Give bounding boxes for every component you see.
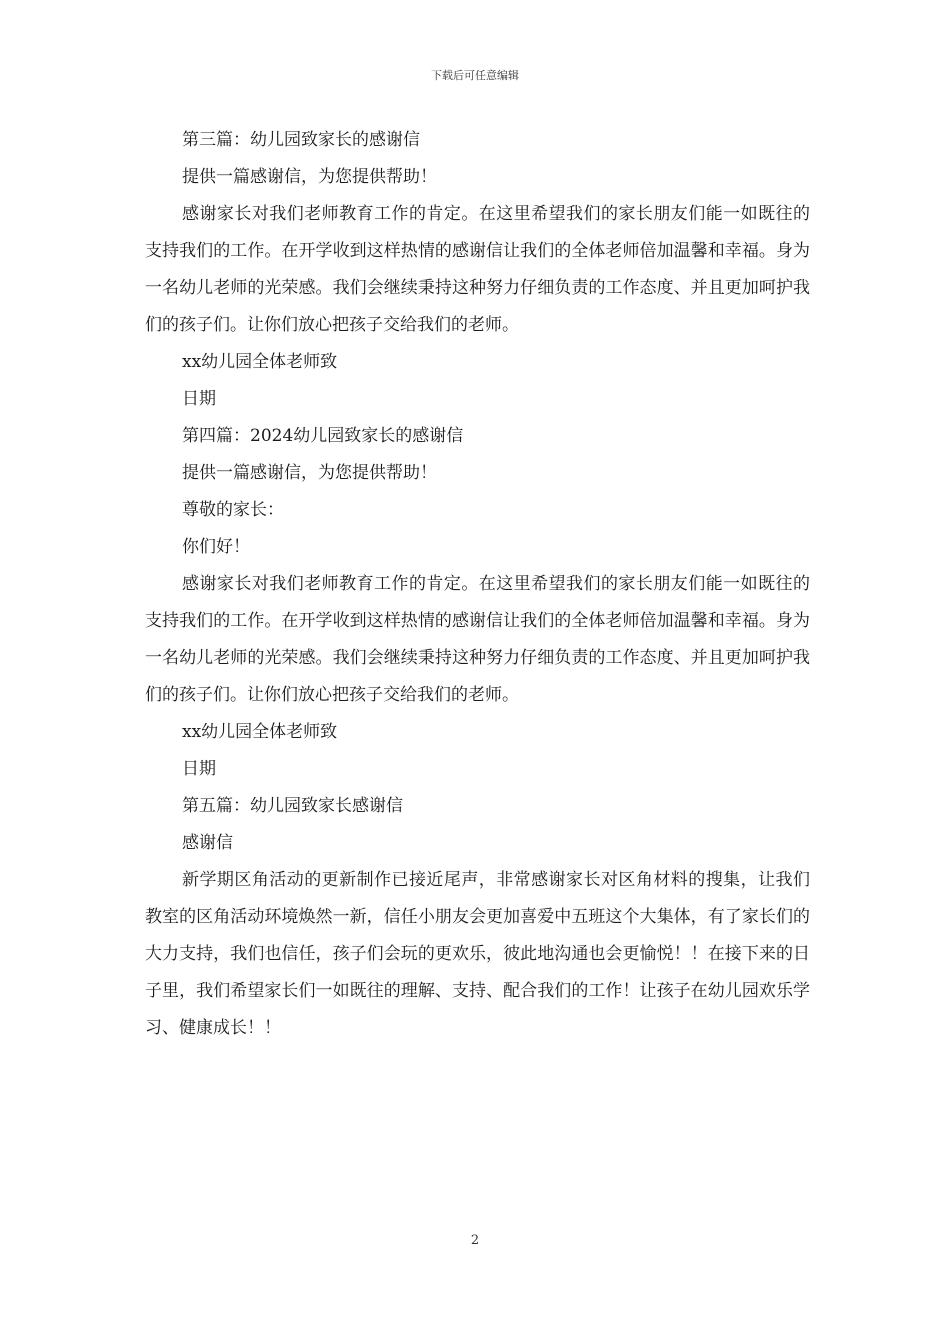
section-4-paragraph: 感谢家长对我们老师教育工作的肯定。在这里希望我们的家长朋友们能一如既往的支持我们的工作。在开学收到这样热情的感谢信让我们的全体老师倍加温馨和幸福。身为一名幼儿老师的光荣感。我们会继续秉持这种努力仔细负责的工作态度、并且更加呵护我们的孩子们。让你们放心把孩子交给我们的老师。 [145,574,810,705]
section-3-date: 日期 [182,389,216,409]
section-4-title: 第四篇：2024幼儿园致家长的感谢信 [182,426,464,446]
page-header: 下载后可任意编辑 [431,69,519,82]
document-body [145,122,810,1047]
section-3-intro: 提供一篇感谢信，为您提供帮助！ [182,167,437,187]
section-5-paragraph: 新学期区角活动的更新制作已接近尾声，非常感谢家长对区角材料的搜集，让我们教室的区角活动环境焕然一新，信任小朋友会更加喜爱中五班这个大集体，有了家长们的大力支持，我们也信任，孩子们会玩的更欢乐，彼此地沟通也会更愉悦！！在接下来的日子里，我们希望家长们一如既往的理解、支持、配合我们的工作！让孩子在幼儿园欢乐学习、健康成长！！ [145,870,810,1038]
section-4-greeting: 尊敬的家长： [182,500,284,520]
section-4-hello: 你们好！ [182,537,250,557]
section-4-intro: 提供一篇感谢信，为您提供帮助！ [182,463,437,483]
section-5-title: 第五篇：幼儿园致家长感谢信 [182,796,403,816]
section-3-signature: xx幼儿园全体老师致 [182,352,338,372]
section-4-signature: xx幼儿园全体老师致 [182,722,338,742]
page-number: 2 [470,1233,480,1248]
section-3-paragraph: 感谢家长对我们老师教育工作的肯定。在这里希望我们的家长朋友们能一如既往的支持我们的工作。在开学收到这样热情的感谢信让我们的全体老师倍加温馨和幸福。身为一名幼儿老师的光荣感。我们会继续秉持这种努力仔细负责的工作态度、并且更加呵护我们的孩子们。让你们放心把孩子交给我们的老师。 [145,204,810,335]
section-3-title: 第三篇：幼儿园致家长的感谢信 [182,130,420,150]
section-5-heading: 感谢信 [182,833,233,853]
section-4-date: 日期 [182,759,216,779]
